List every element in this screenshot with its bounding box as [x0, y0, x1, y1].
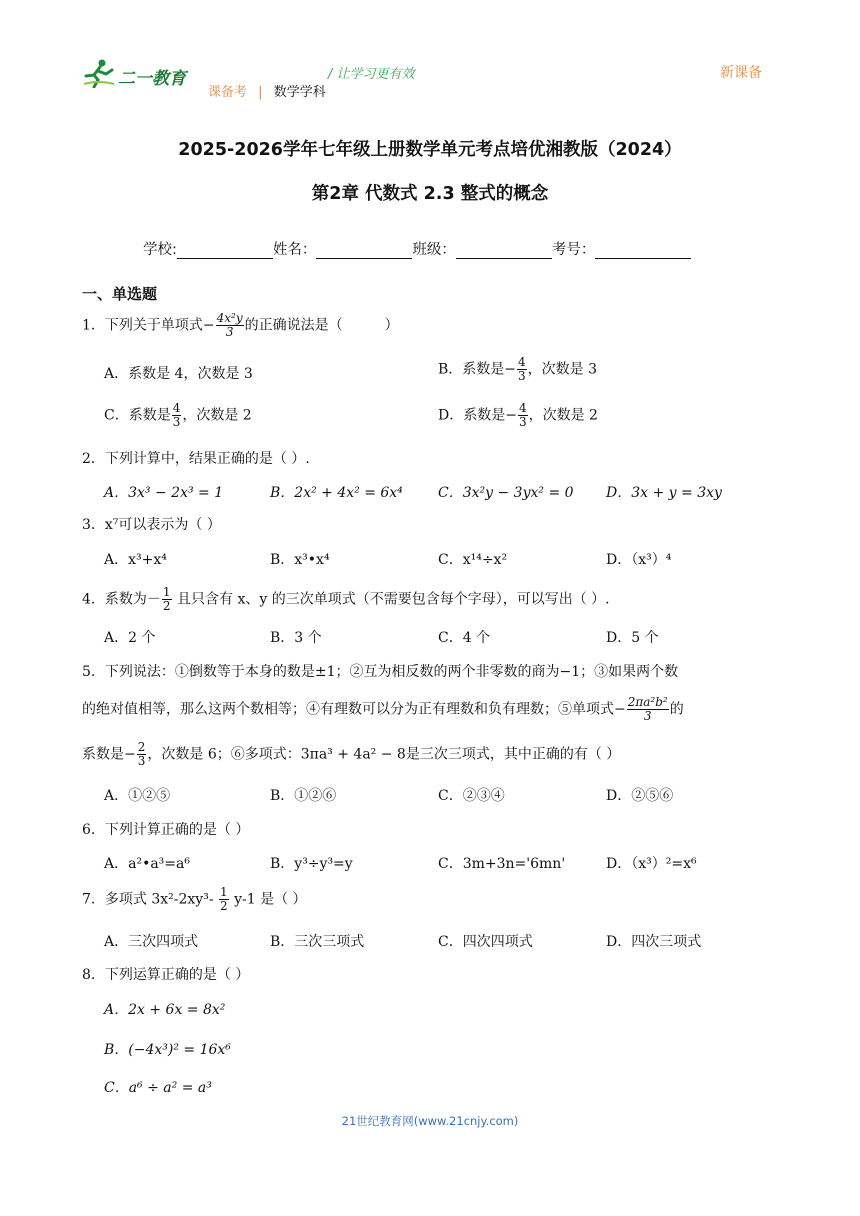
exam-no-field[interactable] — [595, 244, 691, 259]
exam-no-label: 考号： — [551, 242, 596, 258]
q3-option-d[interactable]: D．（x³）⁴ — [606, 552, 672, 568]
question-3: 3．x⁷可以表示为（ ） — [82, 517, 221, 533]
q3-option-c[interactable]: C．x¹⁴÷x² — [438, 552, 508, 568]
q2-option-a[interactable]: A．3x³ − 2x³ = 1 — [104, 485, 224, 501]
q7-option-d[interactable]: D．四次三项式 — [606, 934, 702, 950]
sub-right: 数学学科 — [273, 85, 326, 100]
question-6: 6．下列计算正确的是（ ） — [82, 822, 250, 838]
q7-option-a[interactable]: A．三次四项式 — [104, 934, 199, 950]
question-1: 1．下列关于单项式− $\frac{\text{4x²y}}{3}$ 的正确说法是（ ） — [82, 311, 399, 339]
q2-option-c[interactable]: C．3x²y − 3yx² = 0 — [438, 485, 574, 501]
q6-option-d[interactable]: D．（x³）²=x⁶ — [606, 856, 697, 872]
q1-fraction: $\frac{\text{4x²y}}{3}$ — [216, 311, 243, 339]
q8-option-a[interactable]: A．2x + 6x = 8x² — [104, 1002, 226, 1018]
q1-stem-c: ） — [384, 317, 399, 334]
q6-option-b[interactable]: B．y³÷y³=y — [270, 856, 353, 872]
name-field[interactable] — [316, 244, 412, 259]
question-8: 8．下列运算正确的是（ ） — [82, 967, 250, 983]
two-thirds-fraction: $\frac{2}{3}$ — [137, 740, 146, 768]
q6-option-a[interactable]: A．a²•a³=a⁶ — [104, 856, 190, 872]
class-field[interactable] — [456, 244, 552, 259]
q4-option-d[interactable]: D．5 个 — [606, 630, 659, 646]
half-fraction: $\frac{1}{2}$ — [162, 585, 171, 613]
q4-option-c[interactable]: C．4 个 — [438, 630, 491, 646]
q1-option-a[interactable]: A．系数是 4，次数是 3 — [104, 366, 253, 382]
logo-text: 二一教育 — [118, 69, 186, 89]
q4-option-b[interactable]: B．3 个 — [270, 630, 322, 646]
q5-option-a[interactable]: A．①②⑤ — [104, 788, 171, 804]
q1-stem-b: 的正确说法是（ — [244, 317, 343, 334]
q2-option-b[interactable]: B．2x² + 4x² = 6x⁴ — [270, 485, 403, 501]
question-5-line-1: 5．下列说法：①倒数等于本身的数是±1；②互为相反数的两个非零数的商为−1；③如果两个数 — [82, 664, 679, 680]
q5-option-c[interactable]: C．②③④ — [438, 788, 505, 804]
class-label: 班级： — [412, 242, 456, 258]
doc-title: 2025-2026学年七年级上册数学单元考点培优湘教版（2024） — [178, 140, 682, 160]
right-badge: 新课备 — [720, 65, 762, 81]
sub-left: 课备考 — [208, 85, 248, 100]
q2-option-d[interactable]: D．3x + y = 3xy — [606, 485, 722, 501]
q1-option-d[interactable]: D．系数是− $\frac{4}{3}$ ，次数是 2 — [438, 401, 598, 429]
section-heading: 一、单选题 — [82, 285, 158, 303]
q7-option-c[interactable]: C．四次四项式 — [438, 934, 533, 950]
q1-stem-a: 1．下列关于单项式 — [82, 317, 203, 334]
q3-option-a[interactable]: A．x³+x⁴ — [104, 552, 167, 568]
question-7: 7．多项式 3x²-2xy³- $\frac{1}{2}$ y-1 是（ ） — [82, 885, 307, 913]
q3-option-b[interactable]: B．x³•x⁴ — [270, 552, 330, 568]
runner-logo-icon — [82, 58, 116, 88]
school-label: 学校: — [143, 242, 177, 258]
q5-option-d[interactable]: D．②⑤⑥ — [606, 788, 674, 804]
slogan: / 让学习更有效 — [328, 67, 415, 82]
info-line — [143, 238, 691, 259]
q6-option-c[interactable]: C．3m+3n='6mn' — [438, 856, 566, 872]
footer: 21世纪教育网(www.21cnjy.com) — [341, 1114, 519, 1128]
name-label: 姓名： — [272, 242, 317, 258]
q8-option-c[interactable]: C．a⁶ ÷ a² = a³ — [104, 1080, 212, 1096]
q4-option-a[interactable]: A．2 个 — [104, 630, 156, 646]
q5-option-b[interactable]: B．①②⑥ — [270, 788, 337, 804]
q5-fraction: $\frac{\text{2πa²b²}}{3}$ — [627, 695, 668, 723]
question-2: 2．下列计算中，结果正确的是（ ）. — [82, 451, 310, 467]
q8-option-b[interactable]: B．(−4x³)² = 16x⁶ — [104, 1042, 231, 1058]
slogan-text: 让学习更有效 — [336, 67, 415, 82]
q7-half-fraction: $\frac{1}{2}$ — [220, 885, 228, 913]
question-5-line-2: 的绝对值相等，那么这两个数相等；④有理数可以分为正有理数和负有理数；⑤单项式− $\frac{\text{2πa²b²}}{3}$ 的 — [82, 695, 684, 723]
chapter-title: 第2章 代数式 2.3 整式的概念 — [311, 184, 549, 204]
q1-option-c[interactable]: C．系数是 $\frac{4}{3}$ ，次数是 2 — [104, 401, 252, 429]
question-4: 4．系数为－ $\frac{1}{2}$ 且只含有 x、y 的三次单项式（不需要包含每个字母），可以写出（ ）. — [82, 585, 610, 613]
q7-option-b[interactable]: B．三次三项式 — [270, 934, 365, 950]
sub-header: 课备考 | 数学学科 — [208, 85, 326, 100]
school-field[interactable] — [177, 244, 273, 259]
logo — [82, 58, 190, 90]
question-5-line-3: 系数是− $\frac{2}{3}$ ，次数是 6；⑥多项式：3πa³ + 4a² − 8是三次三项式，其中正确的有（ ） — [82, 740, 621, 768]
q1-option-b[interactable]: B．系数是− $\frac{4}{3}$ ，次数是 3 — [438, 355, 598, 383]
